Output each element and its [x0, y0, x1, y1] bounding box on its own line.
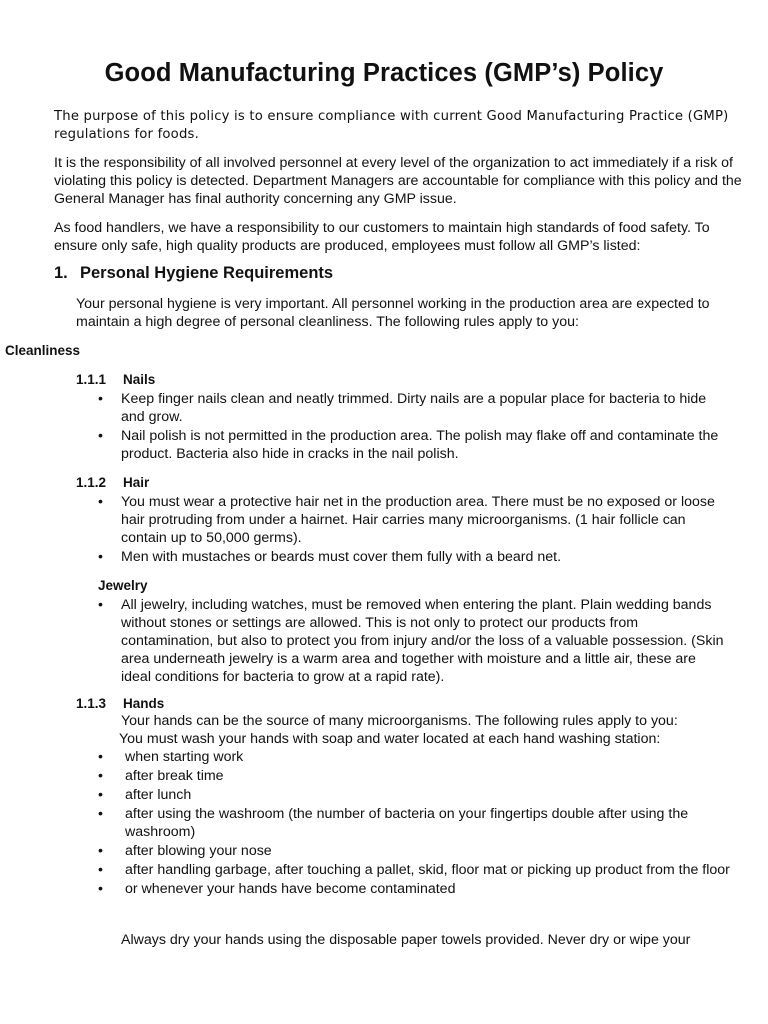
list-item — [98, 861, 738, 879]
nails-heading — [76, 372, 155, 387]
list-item-text: when starting work — [125, 749, 244, 765]
handwash-list — [98, 748, 738, 899]
closing-line: Always dry your hands using the disposable paper towels provided. Never dry or wipe your — [121, 932, 691, 948]
bullet-icon: • — [98, 881, 103, 897]
jewelry-heading: Jewelry — [98, 578, 148, 593]
list-item — [98, 842, 738, 860]
bullet-icon: • — [98, 806, 103, 822]
list-item — [98, 805, 738, 841]
list-item-text: Men with mustaches or beards must cover them fully with a beard net. — [121, 549, 562, 565]
list-item — [98, 880, 738, 898]
bullet-icon: • — [98, 843, 103, 859]
section-intro: Your personal hygiene is very important. All personnel working in the production area are expected to maintain a high degree of personal cleanliness. The following rules apply to you: — [76, 296, 710, 330]
bullet-icon: • — [98, 862, 103, 878]
cleanliness-heading: Cleanliness — [5, 343, 81, 358]
list-item-text: All jewelry, including watches, must be removed when entering the plant. Plain wedding bands without stones or settings are allowed. This is not only to protect our products from contamination, but also to protect you from injury and/or the loss of a valuable possession. (Skin area underneath jewelry is a warm area and together with moisture and a little air, these are ideal conditions for bacteria to grow at a rapid rate). — [121, 597, 724, 685]
bullet-icon: • — [98, 749, 103, 765]
list-item-text: Nail polish is not permitted in the production area. The polish may flake off and contaminate the product. Bacteria also hide in cracks in the nail polish. — [121, 428, 719, 462]
list-item-text: after break time — [125, 768, 224, 784]
list-item-text: or whenever your hands have become contaminated — [125, 881, 456, 897]
bullet-icon: • — [98, 597, 103, 613]
bullet-icon: • — [98, 768, 103, 784]
hands-line-2: You must wash your hands with soap and water located at each hand washing station: — [119, 731, 661, 747]
list-item — [98, 493, 728, 547]
hair-number: 1.1.2 — [76, 475, 107, 490]
list-item-text: after handling garbage, after touching a pallet, skid, floor mat or picking up product from the floor — [125, 862, 730, 878]
list-item-text: after blowing your nose — [125, 843, 272, 859]
hair-list — [98, 493, 728, 567]
list-item — [98, 767, 738, 785]
bullet-icon: • — [98, 787, 103, 803]
document-title: Good Manufacturing Practices (GMP’s) Policy — [104, 59, 664, 87]
hair-title: Hair — [123, 475, 150, 490]
hands-line-1: Your hands can be the source of many microorganisms. The following rules apply to you: — [121, 713, 678, 729]
list-item — [98, 427, 728, 463]
list-item-text: after lunch — [125, 787, 192, 803]
nails-title: Nails — [123, 372, 156, 387]
bullet-icon: • — [98, 391, 103, 407]
list-item — [98, 596, 728, 686]
list-item-text: after using the washroom (the number of bacteria on your fingertips double after using the washroom) — [125, 806, 689, 840]
food-handlers-paragraph: As food handlers, we have a responsibility to our customers to maintain high standards of food safety. To ensure only safe, high quality products are produced, employees must follow all GMP’s listed: — [54, 220, 710, 254]
section-title: Personal Hygiene Requirements — [80, 264, 334, 282]
hands-number: 1.1.3 — [76, 696, 107, 711]
list-item — [98, 548, 728, 566]
nails-number: 1.1.1 — [76, 372, 107, 387]
bullet-icon: • — [98, 494, 103, 510]
purpose-paragraph: The purpose of this policy is to ensure compliance with current Good Manufacturing Practice (GMP) regulations for foods. — [54, 109, 729, 142]
bullet-icon: • — [98, 428, 103, 444]
list-item — [98, 748, 738, 766]
responsibility-paragraph: It is the responsibility of all involved personnel at every level of the organization to act immediately if a risk of violating this policy is detected. Department Managers are accountable for compliance with this policy and the General Manager has final authority concerning any GMP issue. — [54, 155, 742, 207]
section-heading — [54, 264, 333, 283]
hands-title: Hands — [123, 696, 165, 711]
hands-heading — [76, 696, 164, 711]
hair-heading — [76, 475, 149, 490]
nails-list — [98, 390, 728, 464]
jewelry-list — [98, 596, 728, 687]
list-item — [98, 786, 738, 804]
list-item-text: Keep finger nails clean and neatly trimmed. Dirty nails are a popular place for bacteria to hide and grow. — [121, 391, 707, 425]
list-item-text: You must wear a protective hair net in the production area. There must be no exposed or loose hair protruding from under a hairnet. Hair carries many microorganisms. (1 hair follicle can contain up to 50,000 germs). — [121, 494, 715, 546]
bullet-icon: • — [98, 549, 103, 565]
list-item — [98, 390, 728, 426]
section-number: 1. — [54, 264, 68, 282]
